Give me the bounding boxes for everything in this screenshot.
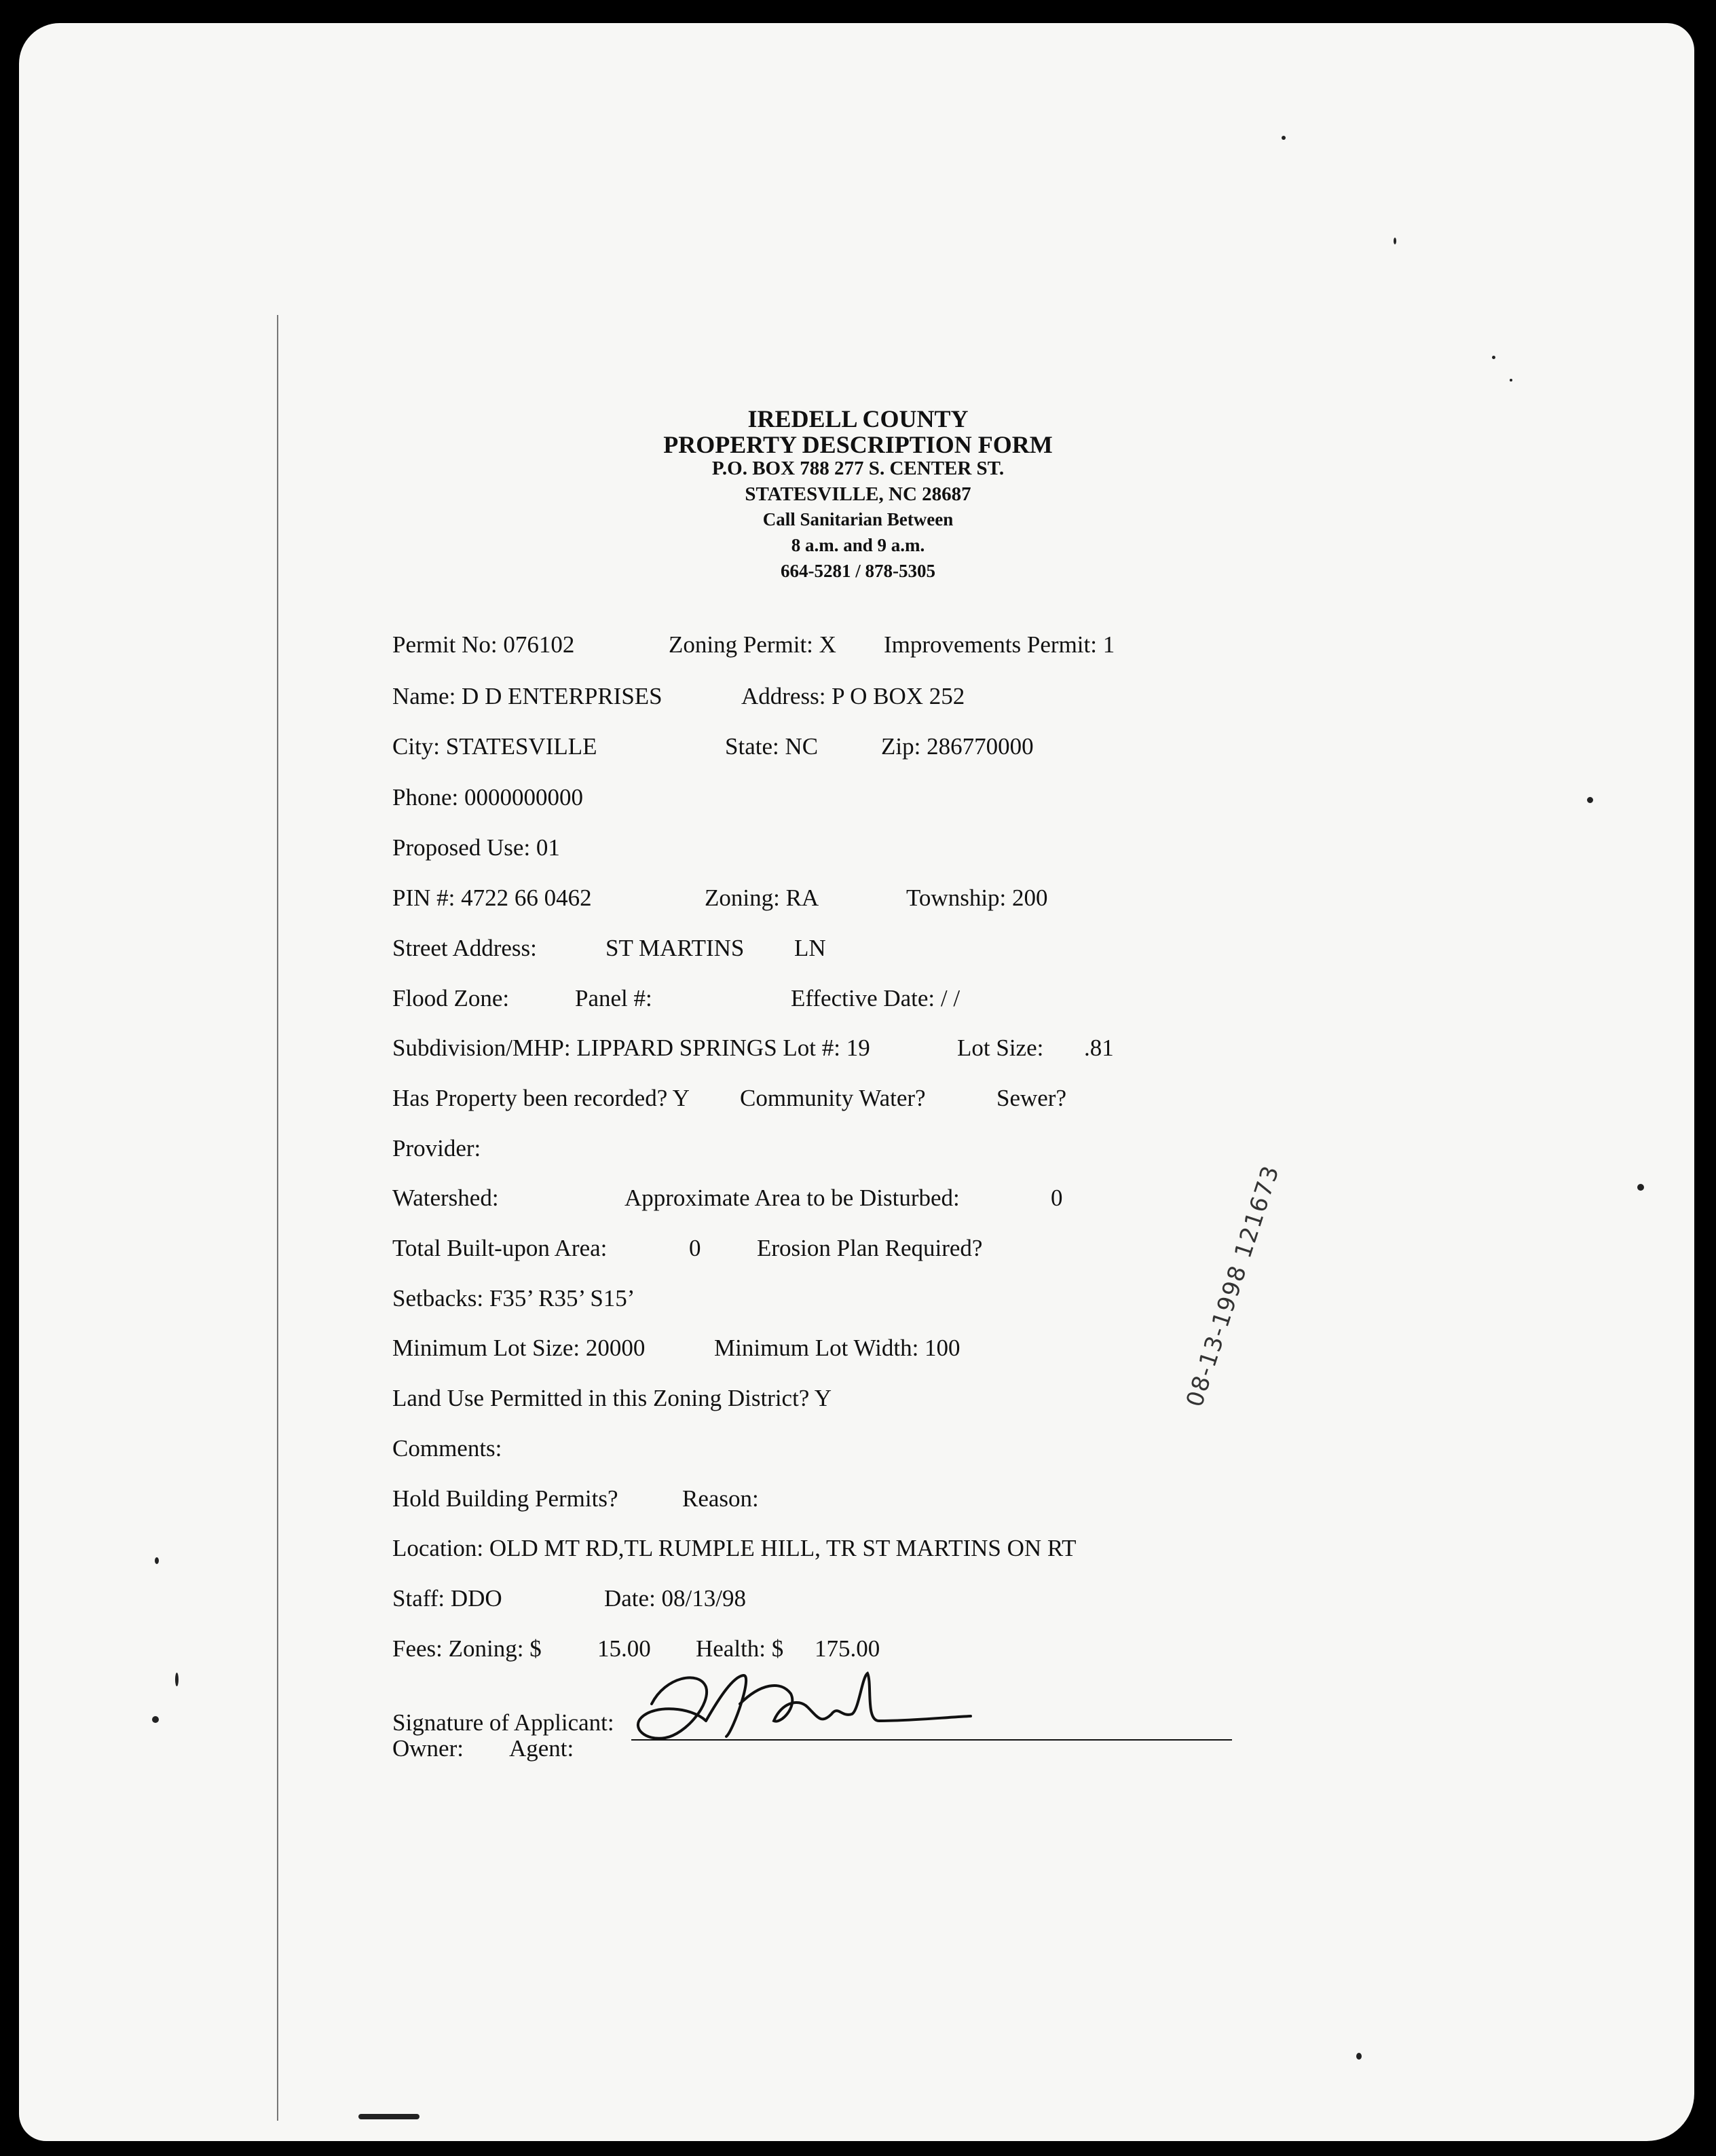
flood-zone: Flood Zone: xyxy=(392,985,510,1011)
proposed-use: Proposed Use: 01 xyxy=(392,834,560,861)
location: Location: OLD MT RD,TL RUMPLE HILL, TR ST MARTINS ON RT xyxy=(392,1535,1077,1561)
land-use-permitted: Land Use Permitted in this Zoning District? Y xyxy=(392,1385,832,1411)
speck xyxy=(1394,238,1396,244)
township: Township: 200 xyxy=(906,885,1048,911)
built-upon-area-label: Total Built-upon Area: xyxy=(392,1235,608,1261)
speck xyxy=(1492,356,1495,359)
comments: Comments: xyxy=(392,1435,502,1462)
margin-line xyxy=(277,315,278,2121)
sewer: Sewer? xyxy=(996,1085,1067,1111)
community-water: Community Water? xyxy=(740,1085,926,1111)
date: Date: 08/13/98 xyxy=(604,1585,746,1612)
effective-date: Effective Date: / / xyxy=(791,985,960,1011)
zip: Zip: 286770000 xyxy=(881,733,1034,760)
applicant-address: Address: P O BOX 252 xyxy=(741,683,965,709)
built-upon-area-value: 0 xyxy=(689,1235,701,1261)
speck xyxy=(358,2114,419,2119)
office-address-line1: P.O. BOX 788 277 S. CENTER ST. xyxy=(711,458,1005,479)
fees-health-label: Health: $ xyxy=(696,1635,784,1662)
area-disturbed-label: Approximate Area to be Disturbed: xyxy=(624,1185,960,1211)
county-heading: IREDELL COUNTY xyxy=(747,405,969,432)
state: State: NC xyxy=(725,733,819,760)
scanned-page xyxy=(19,23,1694,2141)
signature-label: Signature of Applicant: xyxy=(392,1709,614,1736)
street-name: ST MARTINS xyxy=(605,935,745,961)
zoning-permit: Zoning Permit: X xyxy=(669,631,836,658)
subdivision: Subdivision/MHP: LIPPARD SPRINGS Lot #: 19 xyxy=(392,1035,870,1061)
minimum-lot-size: Minimum Lot Size: 20000 xyxy=(392,1335,646,1361)
agent-label: Agent: xyxy=(509,1735,574,1762)
call-hours-line1: Call Sanitarian Between xyxy=(762,509,954,529)
speck xyxy=(1587,797,1593,803)
pin-number: PIN #: 4722 66 0462 xyxy=(392,885,592,911)
fees-zoning-value: 15.00 xyxy=(597,1635,651,1662)
property-recorded: Has Property been recorded? Y xyxy=(392,1085,690,1111)
phone: Phone: 0000000000 xyxy=(392,784,583,811)
zoning: Zoning: RA xyxy=(705,885,819,911)
fees-health-value: 175.00 xyxy=(815,1635,880,1662)
applicant-name: Name: D D ENTERPRISES xyxy=(392,683,663,709)
improvements-permit: Improvements Permit: 1 xyxy=(884,631,1115,658)
speck xyxy=(175,1673,179,1686)
minimum-lot-width: Minimum Lot Width: 100 xyxy=(714,1335,960,1361)
speck xyxy=(1510,379,1512,382)
staff: Staff: DDO xyxy=(392,1585,502,1612)
speck xyxy=(155,1557,159,1564)
panel-number: Panel #: xyxy=(575,985,652,1011)
area-disturbed-value: 0 xyxy=(1051,1185,1063,1211)
street-suffix: LN xyxy=(794,935,826,961)
date-stamp: 08-13-1998 121673 xyxy=(1181,1161,1286,1411)
erosion-plan: Erosion Plan Required? xyxy=(757,1235,983,1261)
owner-label: Owner: xyxy=(392,1735,464,1762)
form-title: PROPERTY DESCRIPTION FORM xyxy=(663,431,1053,458)
speck xyxy=(1356,2053,1362,2060)
office-address-line2: STATESVILLE, NC 28687 xyxy=(745,483,971,505)
permit-no: Permit No: 076102 xyxy=(392,631,575,658)
watershed: Watershed: xyxy=(392,1185,499,1211)
hold-building-permits: Hold Building Permits? xyxy=(392,1485,618,1512)
street-address-label: Street Address: xyxy=(392,935,537,961)
call-hours-line2: 8 a.m. and 9 a.m. xyxy=(791,535,925,555)
speck xyxy=(1282,136,1286,140)
phone-numbers: 664-5281 / 878-5305 xyxy=(781,561,935,581)
city: City: STATESVILLE xyxy=(392,733,597,760)
fees-zoning-label: Fees: Zoning: $ xyxy=(392,1635,542,1662)
applicant-signature xyxy=(624,1656,977,1751)
lot-size-label: Lot Size: xyxy=(957,1035,1044,1061)
speck xyxy=(1637,1184,1644,1191)
provider: Provider: xyxy=(392,1135,481,1161)
lot-size-value: .81 xyxy=(1084,1035,1114,1061)
setbacks: Setbacks: F35’ R35’ S15’ xyxy=(392,1285,635,1312)
speck xyxy=(152,1716,159,1723)
reason: Reason: xyxy=(682,1485,759,1512)
